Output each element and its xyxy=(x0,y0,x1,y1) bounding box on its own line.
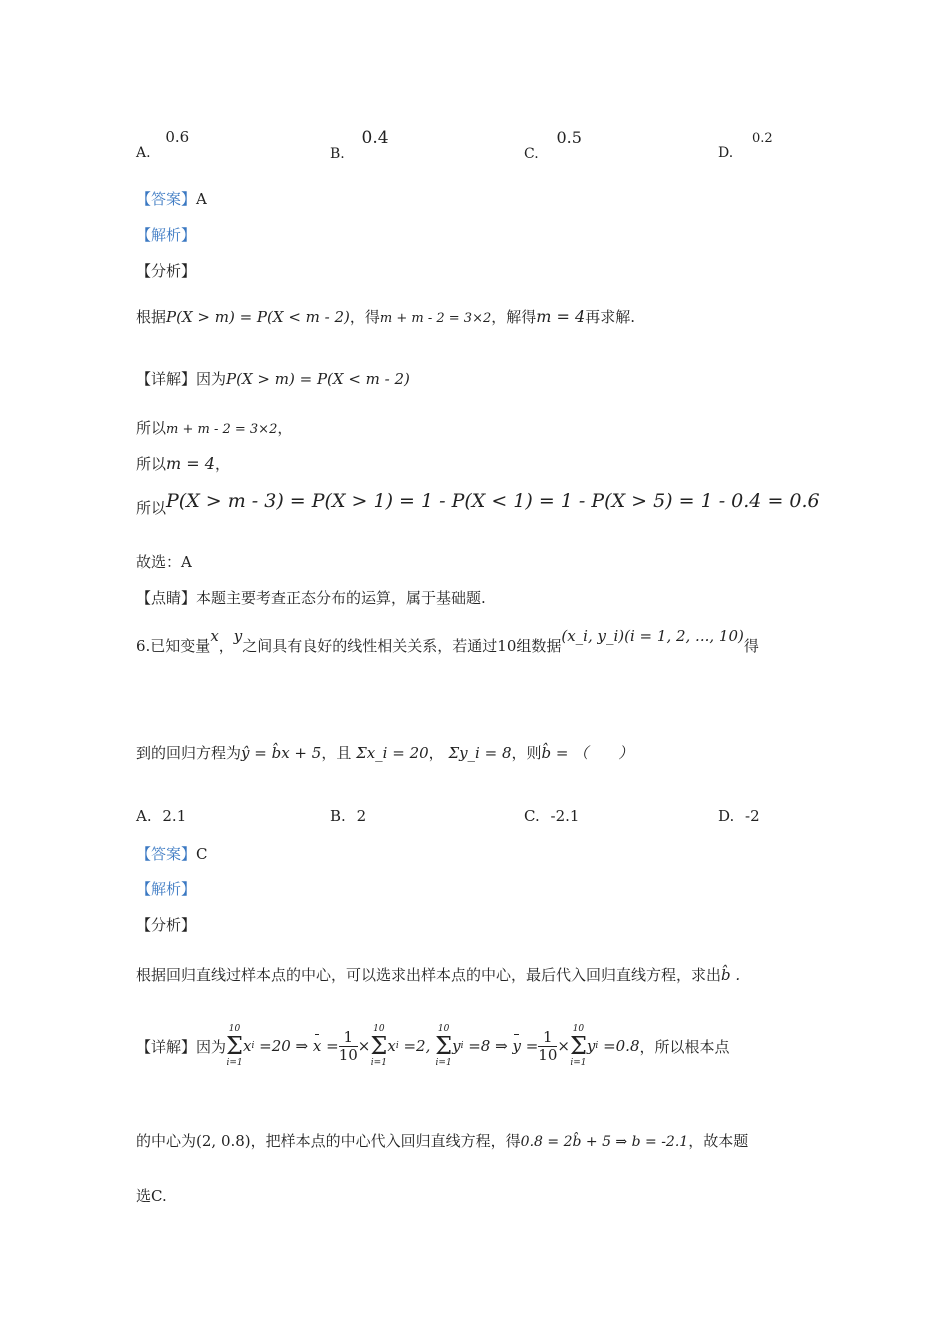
q5-line-4 xyxy=(136,490,820,517)
q6-jiexi-tag: 【解析】 xyxy=(136,880,197,898)
text: ，所以根本点 xyxy=(639,1037,730,1056)
q5-fenxi-tag: 【分析】 xyxy=(136,262,197,280)
text: ，把样本点的中心代入回归直线方程，得 xyxy=(250,1132,521,1150)
option-letter: C. xyxy=(524,146,539,162)
option-value: 0.5 xyxy=(556,128,582,147)
text: ，故本题 xyxy=(688,1132,749,1150)
text: 再求解. xyxy=(585,308,635,326)
q6-stem-line-2 xyxy=(136,728,633,778)
text: 的中心为 xyxy=(136,1132,197,1150)
equation: m + m - 2 = 3×2 xyxy=(166,422,278,437)
text: 得 xyxy=(743,637,759,655)
option-value: 0.6 xyxy=(165,128,190,146)
option-letter: C. xyxy=(524,807,540,825)
equation: P(X > m) = P(X < m - 2) xyxy=(166,308,350,326)
q5-line-3 xyxy=(136,453,230,474)
text: 所以 xyxy=(136,455,167,473)
q5-guxuan: 故选：A xyxy=(136,553,192,571)
answer-value: C xyxy=(196,845,208,863)
q6-xiangjie-line xyxy=(136,1018,730,1074)
sum-symbol: 10 Σ i=1 xyxy=(370,1024,388,1068)
dianjing-tag: 【点睛】 xyxy=(136,589,197,607)
text: 根据回归直线过样本点的中心，可以选求出样本点的中心，最后代入回归直线方程，求出 xyxy=(136,966,722,984)
equation: (x_i, y_i)(i = 1, 2, ..., 10) xyxy=(561,627,744,645)
equation: m + m - 2 = 3×2 xyxy=(379,311,492,326)
equation: P(X > m - 3) = P(X > 1) = 1 - P(X < 1) = 1 - P(X > 5) = 1 - 0.4 = 0.6 xyxy=(166,490,820,512)
q6-option-c xyxy=(524,807,579,825)
equation: Σx_i = 20 xyxy=(356,744,429,762)
text: 到的回归方程为 xyxy=(136,744,242,762)
option-value: 0.4 xyxy=(361,128,389,148)
option-letter: A. xyxy=(136,807,152,825)
text: 6.已知变量 xyxy=(136,637,211,655)
text: ，则 xyxy=(511,744,542,762)
option-letter: B. xyxy=(330,146,345,162)
sum-symbol: 10 Σ i=1 xyxy=(226,1024,243,1068)
answer-tag: 【答案】 xyxy=(136,845,197,863)
option-letter: B. xyxy=(330,807,346,825)
option-value: 2.1 xyxy=(162,807,187,825)
answer-value: A xyxy=(196,190,207,208)
q5-option-c xyxy=(524,128,582,162)
q5-line-2 xyxy=(136,417,292,438)
option-value: 2 xyxy=(356,807,367,825)
equation: P(X > m) = P(X < m - 2) xyxy=(226,370,410,388)
text: 因为 xyxy=(196,370,227,388)
q5-fenxi-line xyxy=(136,306,635,327)
text: ，得 xyxy=(349,308,380,326)
text: ， xyxy=(214,455,230,473)
q6-fenxi-tag: 【分析】 xyxy=(136,916,197,934)
q5-xiangjie-line xyxy=(136,368,410,389)
equation: b̂ . xyxy=(721,966,741,984)
text: 因为 xyxy=(196,1037,227,1056)
option-letter: A. xyxy=(136,145,151,161)
variable-y: y xyxy=(233,627,243,645)
text: ， xyxy=(277,419,293,437)
text: ， xyxy=(218,637,234,655)
q6-center-line xyxy=(136,1130,748,1151)
xiangjie-tag: 【详解】 xyxy=(136,370,197,388)
q5-answer xyxy=(136,188,207,209)
equation: m = 4 xyxy=(166,454,215,473)
text: 根据 xyxy=(136,308,167,326)
q5-option-b xyxy=(330,128,389,162)
equation: 0.8 = 2b̂ + 5 ⇒ b = -2.1 xyxy=(520,1134,689,1150)
equation: ŷ = b̂x + 5 xyxy=(241,744,322,762)
equation: m = 4 xyxy=(536,307,586,326)
equation: (2, 0.8) xyxy=(196,1132,251,1150)
text: ，解得 xyxy=(491,308,537,326)
text: 所以 xyxy=(136,419,167,437)
q6-fenxi-line xyxy=(136,964,740,985)
text: 本题主要考查正态分布的运算，属于基础题. xyxy=(196,589,486,607)
text: 所以 xyxy=(136,499,167,517)
text: ， xyxy=(428,744,444,762)
text: ，且 xyxy=(321,744,352,762)
equation: Σy_i = 8 xyxy=(448,744,512,762)
q6-option-b xyxy=(330,807,366,825)
q6-option-d xyxy=(718,807,760,825)
xiangjie-formula: 10 Σ i=1 x i =20 ⇒ x = $\frac{1}{10}$ × 10 Σ i=1 x i =2, 10 Σ i=1 y i =8 ⇒ y = $\frac{1}{10}$ × 10 Σ i=1 y i =0.8 xyxy=(226,1024,640,1068)
sum-symbol: 10 Σ i=1 xyxy=(435,1024,453,1068)
answer-tag: 【答案】 xyxy=(136,190,197,208)
q6-stem-line-1 xyxy=(136,625,759,655)
text: 之间具有良好的线性相关关系，若通过10组数据 xyxy=(242,637,562,655)
xiangjie-tag: 【详解】 xyxy=(136,1037,197,1056)
option-letter: D. xyxy=(718,807,735,825)
option-value: 0.2 xyxy=(751,131,773,146)
q6-last-line: 选C. xyxy=(136,1187,167,1205)
q5-option-d xyxy=(718,128,773,161)
q6-answer xyxy=(136,843,208,864)
option-value: -2.1 xyxy=(550,807,580,825)
q5-jiexi-tag: 【解析】 xyxy=(136,226,197,244)
option-letter: D. xyxy=(718,145,734,161)
variable-x: x xyxy=(210,627,219,645)
q6-option-a xyxy=(136,807,186,825)
q5-dianjing xyxy=(136,587,486,608)
sum-symbol: 10 Σ i=1 xyxy=(569,1024,587,1068)
q5-option-a xyxy=(136,128,190,161)
option-value: -2 xyxy=(745,807,760,825)
equation: b̂ = （ ） xyxy=(541,744,634,762)
